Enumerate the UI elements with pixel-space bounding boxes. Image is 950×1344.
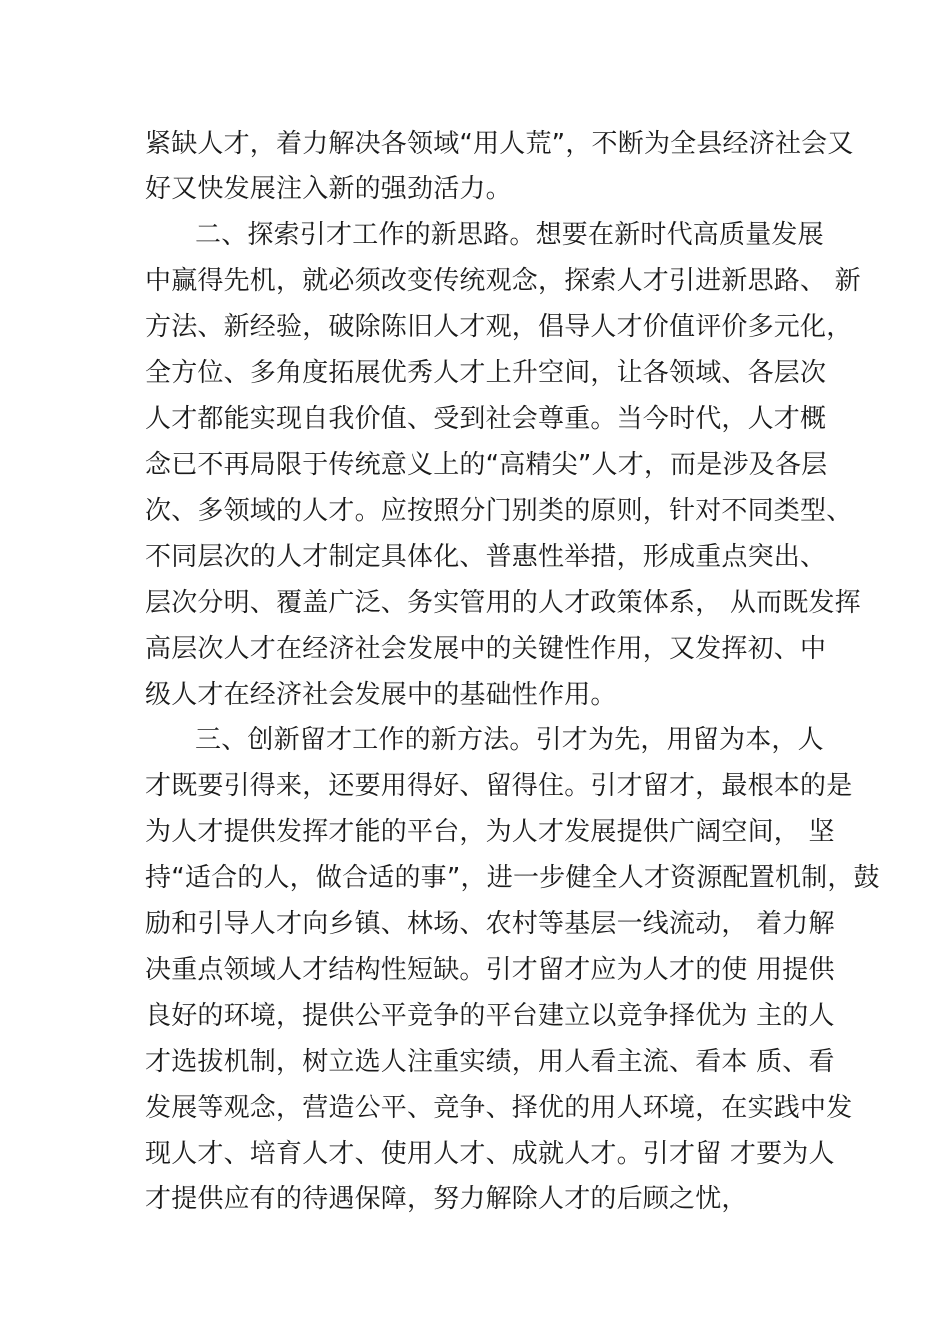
text-line: 念已不再局限于传统意义上的“高精尖”人才，而是涉及各层 xyxy=(145,450,828,480)
text-line: 现人才、培育人才、使用人才、成就人才。引才留 才要为人 xyxy=(145,1139,835,1169)
text-line: 中赢得先机，就必须改变传统观念，探索人才引进新思路、 新 xyxy=(145,266,861,296)
text-line: 发展等观念，营造公平、竞争、择优的用人环境，在实践中发 xyxy=(145,1093,853,1123)
text-line: 全方位、多角度拓展优秀人才上升空间，让各领域、各层次 xyxy=(145,358,827,388)
text-line: 励和引导人才向乡镇、林场、农村等基层一线流动， 着力解 xyxy=(145,909,835,939)
text-line: 不同层次的人才制定具体化、普惠性举措，形成重点突出、 xyxy=(145,542,827,572)
text-line: 才提供应有的待遇保障，努力解除人才的后顾之忧， xyxy=(145,1184,748,1214)
text-line: 紧缺人才，着力解决各领域“用人荒”，不断为全县经济社会又 xyxy=(145,129,854,159)
section-heading-line: 二、探索引才工作的新思路。想要在新时代高质量发展 xyxy=(195,220,824,250)
text-line: 决重点领域人才结构性短缺。引才留才应为人才的使 用提供 xyxy=(145,955,835,985)
text-line: 良好的环境，提供公平竞争的平台建立以竞争择优为 主的人 xyxy=(145,1001,835,1031)
text-line: 好又快发展注入新的强劲活力。 xyxy=(145,174,512,204)
text-line: 次、多领域的人才。应按照分门别类的原则，针对不同类型、 xyxy=(145,496,853,526)
text-line: 为人才提供发挥才能的平台，为人才发展提供广阔空间， 坚 xyxy=(145,817,835,847)
section-heading-line: 三、创新留才工作的新方法。引才为先，用留为本，人 xyxy=(195,725,824,755)
text-line: 人才都能实现自我价值、受到社会尊重。当今时代，人才概 xyxy=(145,404,827,434)
text-line: 层次分明、覆盖广泛、务实管用的人才政策体系， 从而既发挥 xyxy=(145,588,861,618)
text-line: 级人才在经济社会发展中的基础性作用。 xyxy=(145,680,617,710)
text-line: 才选拔机制，树立选人注重实绩，用人看主流、看本 质、看 xyxy=(145,1047,835,1077)
text-line: 才既要引得来，还要用得好、留得住。引才留才，最根本的是 xyxy=(145,771,853,801)
text-line: 持“适合的人，做合适的事”，进一步健全人才资源配置机制，鼓 xyxy=(145,863,880,893)
text-line: 高层次人才在经济社会发展中的关键性作用，又发挥初、中 xyxy=(145,634,827,664)
text-line: 方法、新经验，破除陈旧人才观，倡导人才价值评价多元化， xyxy=(145,312,853,342)
